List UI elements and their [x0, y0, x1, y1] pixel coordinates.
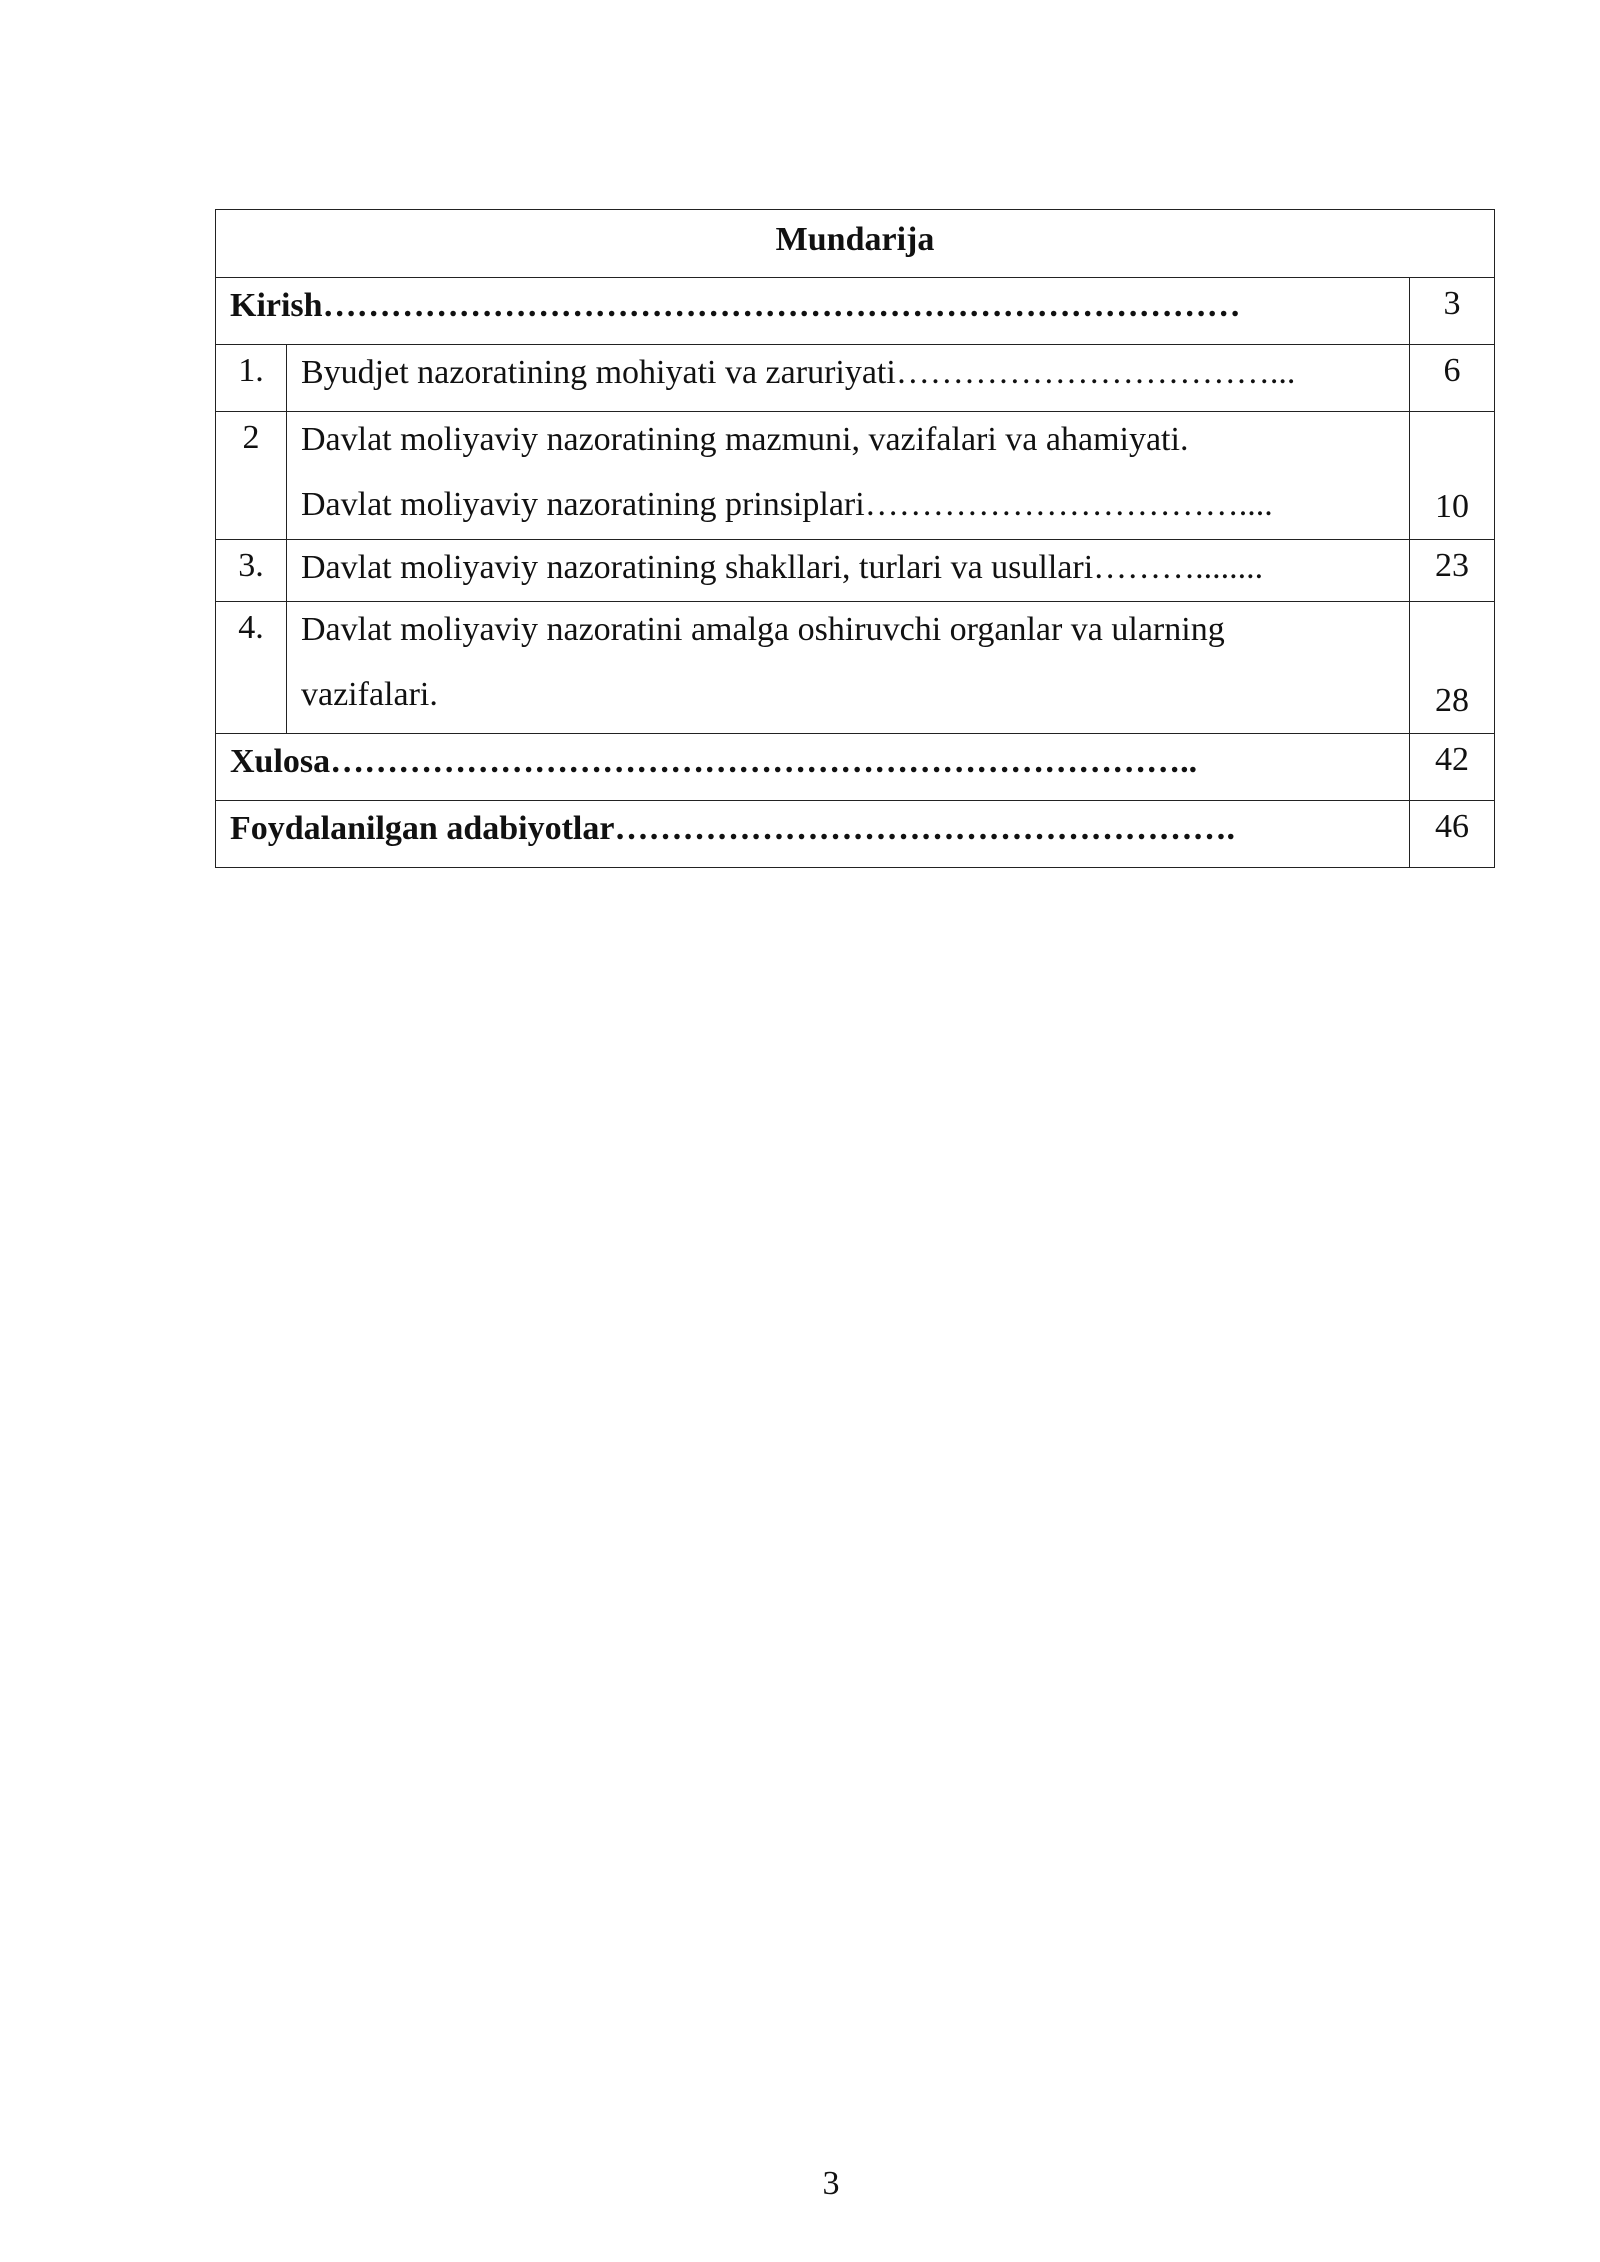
toc-item-line: vazifalari.	[301, 676, 438, 713]
toc-item-text	[287, 412, 1410, 540]
toc-item-line: Davlat moliyaviy nazoratini amalga oshiruvchi organlar va ularning	[301, 611, 1225, 648]
toc-item-number: 1.	[216, 345, 287, 412]
toc-conclusion-page: 42	[1410, 734, 1495, 801]
toc-intro-page: 3	[1410, 278, 1495, 345]
toc-row-references	[216, 801, 1495, 868]
toc-item-number: 2	[216, 412, 287, 540]
toc-item-page: 28	[1410, 602, 1495, 734]
toc-item-page: 10	[1410, 412, 1495, 540]
toc-item-text	[287, 602, 1410, 734]
toc-references-page: 46	[1410, 801, 1495, 868]
toc-row-item-2	[216, 412, 1495, 540]
toc-title: Mundarija	[216, 210, 1495, 278]
toc-references-label: Foydalanilgan adabiyotlar……………………………………………….	[216, 801, 1410, 868]
page-number: 3	[822, 2165, 840, 2202]
toc-item-page: 6	[1410, 345, 1495, 412]
toc-row-conclusion	[216, 734, 1495, 801]
toc-item-number: 3.	[216, 540, 287, 602]
toc-intro-label: Kirish………………………………………………………………………	[216, 278, 1410, 345]
toc-row-intro	[216, 278, 1495, 345]
toc-item-page: 23	[1410, 540, 1495, 602]
toc-item-number: 4.	[216, 602, 287, 734]
toc-item-text	[287, 345, 1410, 412]
toc-row-item-1	[216, 345, 1495, 412]
toc-item-line: Davlat moliyaviy nazoratining shakllari, turlari va usullari………........	[301, 549, 1264, 586]
toc-conclusion-label: Xulosa…………………………………………………………………..	[216, 734, 1410, 801]
toc-item-line: Byudjet nazoratining mohiyati va zaruriyati……………………………...	[301, 354, 1296, 391]
toc-item-line: Davlat moliyaviy nazoratining mazmuni, vazifalari va ahamiyati.	[301, 421, 1189, 458]
toc-item-line: Davlat moliyaviy nazoratining prinsiplari……………………………....	[301, 486, 1273, 523]
table-of-contents	[215, 209, 1495, 868]
toc-row-item-4	[216, 602, 1495, 734]
toc-item-text	[287, 540, 1410, 602]
toc-row-item-3	[216, 540, 1495, 602]
